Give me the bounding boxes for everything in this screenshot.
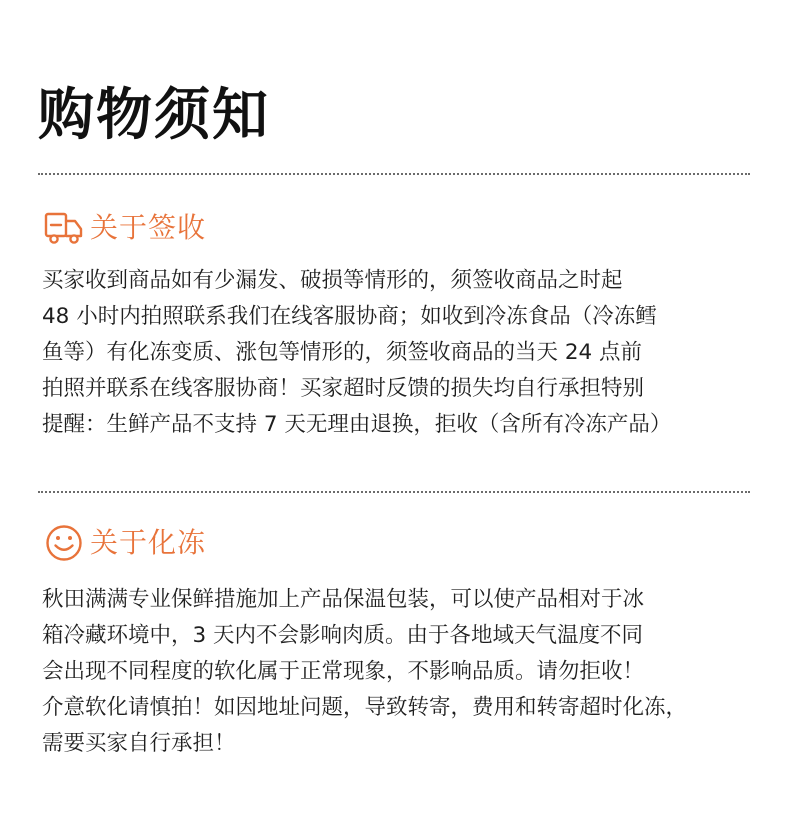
page-title: 购物须知 [38, 83, 270, 148]
text-line: 提醒：生鲜产品不支持 7 天无理由退换，拒收（含所有冷冻产品） [42, 412, 672, 437]
text-line: 买家收到商品如有少漏发、破损等情形的，须签收商品之时起 [42, 268, 623, 293]
text-line: 会出现不同程度的软化属于正常现象，不影响品质。请勿拒收！ [42, 659, 645, 684]
text-line: 介意软化请慎拍！如因地址问题，导致转寄，费用和转寄超时化冻， [42, 695, 688, 720]
text-line: 秋田满满专业保鲜措施加上产品保温包装，可以使产品相对于冰 [42, 587, 645, 612]
dotted-divider [38, 491, 750, 493]
section-title: 关于化冻 [90, 526, 207, 559]
smiley-face-icon [44, 523, 84, 563]
delivery-truck-icon [44, 208, 84, 248]
text-line: 鱼等）有化冻变质、涨包等情形的，须签收商品的当天 24 点前 [42, 340, 643, 365]
dotted-divider [38, 173, 750, 175]
text-line: 箱冷藏环境中，3 天内不会影响肉质。由于各地域天气温度不同 [42, 623, 644, 648]
section-body-thawing [42, 582, 754, 762]
section-header-thawing [44, 523, 206, 563]
text-line: 拍照并联系在线客服协商！买家超时反馈的损失均自行承担特别 [42, 376, 645, 401]
text-line: 48 小时内拍照联系我们在线客服协商；如收到冷冻食品（冷冻鳕 [42, 304, 657, 329]
section-title: 关于签收 [90, 211, 207, 244]
section-body-signing [42, 263, 754, 443]
text-line: 需要买家自行承担！ [42, 731, 236, 756]
section-header-signing [44, 208, 206, 248]
